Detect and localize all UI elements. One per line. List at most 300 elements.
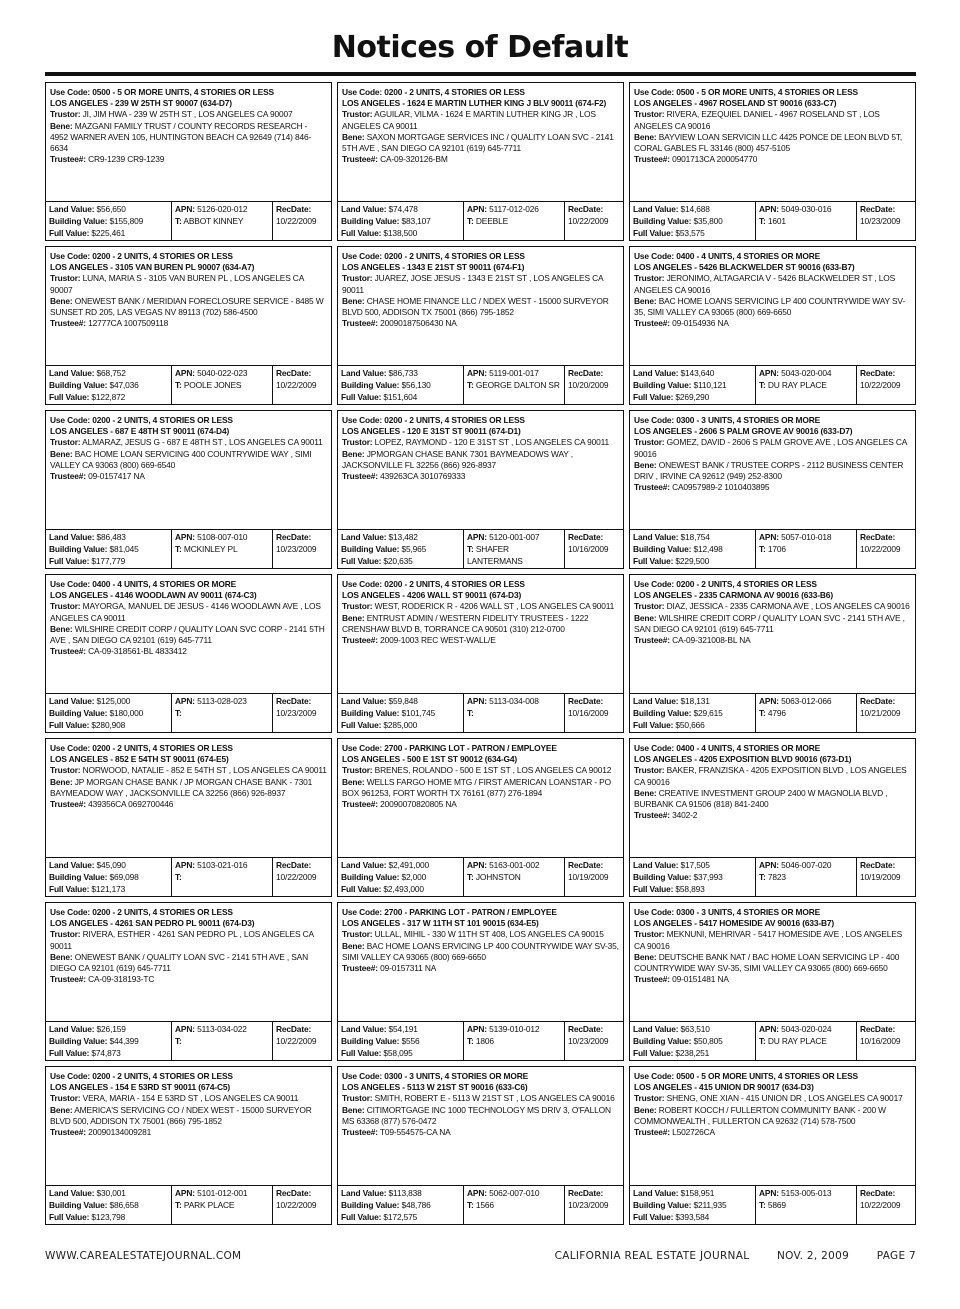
value-cell [630,858,756,896]
trustee-line [342,471,619,482]
t-line [467,379,561,391]
apn-line [759,695,853,707]
trustee-line [50,471,327,482]
land-value-line [341,203,460,215]
recdate-label: RecDate: [276,860,312,870]
value-cell [338,1186,464,1224]
value-cell [338,202,464,240]
recdate-cell [857,1022,915,1060]
trustee-line [634,154,911,165]
full-value: $50,666 [675,720,705,730]
apn-cell [756,530,857,568]
use-code: Use Code: 0200 - 2 UNITS, 4 STORIES OR LESS [342,251,525,261]
land-value-line [633,859,752,871]
trustee-value: 20090134009281 [88,1127,152,1138]
recdate-cell [565,1186,623,1224]
land-value-label: Land Value: [341,1188,387,1198]
trustor-label: Trustor: [634,1093,665,1104]
notice-body [46,739,331,859]
notice-body [630,247,915,367]
trustor-label: Trustor: [50,765,81,776]
trustor-label: Trustor: [50,437,81,448]
recdate-value: 10/22/2009 [276,380,317,390]
notice-values-row [338,365,623,404]
t-value: PARK PLACE [183,1200,235,1210]
property-address: LOS ANGELES - 2335 CARMONA AV 90016 (633-B6) [634,590,833,601]
land-value-line [49,1023,168,1035]
land-value: $2,491,000 [388,860,429,870]
trustee-value: 439356CA 0692700446 [88,799,174,810]
notice-card [337,738,624,897]
trustor-line [634,109,911,131]
t-value: 1566 [475,1200,494,1210]
notice-card [337,246,624,405]
bene-value: BAYVIEW LOAN SERVICIN LLC 4425 PONCE DE LEON BLVD 5T, CORAL GABLES FL 33146 (800) 457-5105 [634,131,903,154]
use-code: Use Code: 0400 - 4 UNITS, 4 STORIES OR MORE [634,251,821,261]
trustor-label: Trustor: [342,601,373,612]
trustee-value: 3402-2 [672,810,698,821]
recdate-label: RecDate: [276,204,312,214]
building-value-line [49,1199,168,1211]
t-line [175,871,269,883]
bene-label: Bene: [634,951,657,962]
land-value-line [49,1187,168,1199]
building-value-line [633,1199,752,1211]
recdate-label: RecDate: [860,1188,896,1198]
apn-value: 5113-034-008 [489,696,539,706]
land-value-line [633,1023,752,1035]
apn-value: 5113-034-022 [197,1024,247,1034]
notice-card [337,902,624,1061]
building-value: $12,498 [693,544,723,554]
apn-label: APN: [175,1024,195,1034]
building-value-label: Building Value: [633,216,692,226]
full-value-line [341,227,460,239]
recdate-cell [857,1186,915,1224]
bene-label: Bene: [634,459,657,470]
land-value: $18,131 [680,696,710,706]
full-value-line [49,555,168,567]
t-label: T: [467,544,474,554]
building-value-line [49,215,168,227]
use-code: Use Code: 0200 - 2 UNITS, 4 STORIES OR LESS [50,907,233,917]
land-value: $45,090 [96,860,126,870]
apn-value: 5117-012-026 [489,204,539,214]
apn-cell [464,1022,565,1060]
trustee-line [634,482,911,493]
building-value-label: Building Value: [341,380,400,390]
building-value-label: Building Value: [341,1036,400,1046]
bene-value: DEUTSCHE BANK NAT / BAC HOME LOAN SERVICING LP - 400 COUNTRYWIDE WAY SV-35, SIMI VALLEY CA 93065 (800) 669-6650 [634,951,900,974]
trustee-label: Trustee#: [342,635,378,646]
apn-line [759,859,853,871]
notice-card [45,902,332,1061]
notice-card [629,246,916,405]
trustee-line [634,974,911,985]
full-value-label: Full Value: [633,228,674,238]
notice-values-row [46,1185,331,1224]
full-value-line [341,391,460,403]
apn-line [175,531,269,543]
value-cell [630,694,756,732]
trustor-value: JUAREZ, JOSE JESUS - 1343 E 21ST ST , LOS ANGELES CA 90011 [342,273,603,295]
apn-line [175,367,269,379]
bene-value: WILSHIRE CREDIT CORP / QUALITY LOAN SVC - 2141 5TH AVE , SAN DIEGO CA 92101 (619) 645-7711 [634,612,905,634]
apn-cell [756,694,857,732]
value-cell [630,1022,756,1060]
t-value: MCKINLEY PL [183,544,238,554]
apn-label: APN: [467,1188,487,1198]
trustor-value: VERA, MARIA - 154 E 53RD ST , LOS ANGELES CA 90011 [82,1093,299,1104]
trustee-value: 2009-1003 REC WEST-WALL/E [380,635,496,646]
trustor-label: Trustor: [634,109,665,120]
bene-line [50,624,327,646]
recdate-value: 10/22/2009 [276,872,317,882]
building-value-line [633,215,752,227]
land-value-label: Land Value: [633,1024,679,1034]
trustee-line [50,799,327,810]
building-value: $83,107 [401,216,431,226]
trustee-label: Trustee#: [342,318,378,329]
t-label: T: [759,544,766,554]
t-line [759,871,853,883]
notice-card [45,738,332,897]
value-cell [630,1186,756,1224]
full-value-line [49,227,168,239]
apn-value: 5126-020-012 [197,204,248,214]
property-address: LOS ANGELES - 317 W 11TH ST 101 90015 (634-E5) [342,918,539,929]
notice-values-row [46,693,331,732]
value-cell [46,202,172,240]
trustor-value: BRENES, ROLANDO - 500 E 1ST ST , LOS ANGELES CA 90012 [374,765,612,776]
notice-card [629,574,916,733]
building-value: $44,399 [109,1036,139,1046]
full-value: $225,461 [91,228,126,238]
land-value: $14,688 [680,204,710,214]
trustor-line [634,273,911,295]
trustor-line [634,1093,911,1104]
land-value-label: Land Value: [633,368,679,378]
t-line [759,215,853,227]
full-value-line [633,1047,752,1059]
recdate-value: 10/16/2009 [860,1036,901,1046]
apn-label: APN: [759,204,779,214]
use-code: Use Code: 0400 - 4 UNITS, 4 STORIES OR MORE [50,579,237,589]
t-value: POOLE JONES [183,380,242,390]
land-value: $54,191 [388,1024,418,1034]
apn-label: APN: [467,1024,487,1034]
bene-line [50,121,327,155]
full-value: $177,779 [91,556,126,566]
notice-values-row [630,201,915,240]
use-code: Use Code: 2700 - PARKING LOT - PATRON / EMPLOYEE [342,743,557,753]
recdate-cell [857,530,915,568]
use-code: Use Code: 0200 - 2 UNITS, 4 STORIES OR LESS [342,87,525,97]
apn-value: 5049-030-016 [781,204,832,214]
bene-line [50,296,327,318]
recdate-cell [857,202,915,240]
full-value-label: Full Value: [49,720,90,730]
notice-body [46,411,331,531]
t-label: T: [175,380,182,390]
value-cell [630,530,756,568]
t-label: T: [175,1200,182,1210]
apn-label: APN: [467,204,487,214]
apn-label: APN: [175,204,195,214]
building-value-line [341,379,460,391]
apn-cell [756,366,857,404]
recdate-label: RecDate: [860,860,896,870]
bene-value: ONEWEST BANK / TRUSTEE CORPS - 2112 BUSINESS CENTER DRIV , IRVINE CA 92612 (949) 252-8300 [634,459,904,482]
trustee-label: Trustee#: [50,154,86,165]
trustor-line [634,601,911,612]
land-value-label: Land Value: [49,368,95,378]
building-value-label: Building Value: [633,708,692,718]
land-value-line [49,695,168,707]
building-value-line [341,215,460,227]
property-address: LOS ANGELES - 687 E 48TH ST 90011 (674-D4) [50,426,230,437]
notice-body [338,903,623,1023]
t-label: T: [759,872,766,882]
recdate-cell [273,1186,331,1224]
trustee-label: Trustee#: [634,635,670,646]
apn-value: 5108-007-010 [197,532,248,542]
apn-cell [756,202,857,240]
bene-value: JP MORGAN CHASE BANK / JP MORGAN CHASE BANK - 7301 BAYMEADOW WAY , JACKSONVILLE CA 32256 (866) 926-8937 [50,776,313,798]
notice-values-row [630,693,915,732]
trustee-value: CA-09-320126-BM [380,154,448,165]
building-value: $155,809 [109,216,144,226]
property-address: LOS ANGELES - 4146 WOODLAWN AV 90011 (674-C3) [50,590,257,601]
full-value-label: Full Value: [341,1212,382,1222]
page-title: Notices of Default [331,30,629,65]
value-cell [630,366,756,404]
land-value-line [633,203,752,215]
t-line [467,871,561,883]
use-code: Use Code: 0200 - 2 UNITS, 4 STORIES OR LESS [634,579,817,589]
bene-label: Bene: [50,776,73,787]
land-value-label: Land Value: [49,204,95,214]
full-value: $58,893 [675,884,705,894]
recdate-cell [565,530,623,568]
full-value: $123,798 [91,1212,126,1222]
recdate-value: 10/23/2009 [860,216,901,226]
building-value: $110,121 [693,380,727,390]
land-value-line [49,859,168,871]
trustee-label: Trustee#: [342,154,378,165]
trustor-line [342,273,619,295]
notice-card [45,82,332,241]
land-value: $18,754 [680,532,710,542]
page-footer [45,1250,916,1264]
land-value-label: Land Value: [341,696,387,706]
bene-line [634,613,911,635]
bene-line [342,613,619,635]
apn-label: APN: [175,1188,195,1198]
notice-card [629,82,916,241]
notice-body [338,575,623,695]
t-value: 5869 [767,1200,786,1210]
land-value: $86,733 [388,368,418,378]
trustee-value: CA-09-318561-BL 4833412 [88,646,187,657]
t-line [467,1035,561,1047]
land-value-line [633,367,752,379]
full-value-line [49,391,168,403]
trustee-line [634,318,911,329]
trustee-line [342,963,619,974]
notice-body [46,83,331,203]
trustee-line [342,799,619,810]
bene-label: Bene: [634,295,657,306]
full-value-label: Full Value: [633,884,674,894]
trustee-label: Trustee#: [50,471,86,482]
trustee-label: Trustee#: [342,471,378,482]
t-label: T: [467,1200,474,1210]
apn-line [467,367,561,379]
bene-label: Bene: [342,295,365,306]
apn-value: 5057-010-018 [781,532,832,542]
apn-value: 5063-012-066 [781,696,832,706]
trustee-value: 09-0151481 NA [672,974,729,985]
recdate-label: RecDate: [568,532,604,542]
land-value: $59,848 [388,696,418,706]
value-cell [338,1022,464,1060]
trustor-label: Trustor: [50,601,81,612]
building-value-line [633,871,752,883]
recdate-label: RecDate: [276,1024,312,1034]
recdate-cell [857,366,915,404]
apn-cell [172,1022,273,1060]
t-label: T: [467,708,474,718]
trustee-line [634,635,911,646]
apn-line [467,203,561,215]
footer-website[interactable]: WWW.CAREALESTATEJOURNAL.COM [45,1250,242,1262]
full-value: $121,173 [91,884,126,894]
recdate-label: RecDate: [860,696,896,706]
bene-line [50,449,327,471]
trustor-value: MEKNUNI, MEHRIVAR - 5417 HOMESIDE AVE , LOS ANGELES CA 90016 [634,929,903,951]
apn-line [467,531,561,543]
recdate-label: RecDate: [276,696,312,706]
land-value: $158,951 [680,1188,715,1198]
land-value: $68,752 [96,368,126,378]
trustor-value: ALMARAZ, JESUS G - 687 E 48TH ST , LOS ANGELES CA 90011 [82,437,323,448]
bene-value: WELLS FARGO HOME MTG / FIRST AMERICAN LOANSTAR - PO BOX 961253, FORT WORTH TX 76161 (877) 276-1894 [342,776,611,798]
trustor-value: WEST, RODERICK R - 4206 WALL ST , LOS ANGELES CA 90011 [374,601,615,612]
recdate-label: RecDate: [276,368,312,378]
apn-cell [464,530,565,568]
building-value-line [341,1199,460,1211]
apn-value: 5043-020-024 [781,1024,832,1034]
land-value-label: Land Value: [49,1024,95,1034]
recdate-cell [273,366,331,404]
recdate-cell [273,530,331,568]
full-value-line [341,555,460,567]
trustor-line [634,437,911,459]
trustor-line [50,601,327,623]
notice-body [630,1067,915,1187]
recdate-label: RecDate: [568,696,604,706]
notice-body [630,83,915,203]
full-value-line [49,1211,168,1223]
trustor-label: Trustor: [50,273,81,284]
bene-line [634,296,911,318]
land-value-label: Land Value: [49,860,95,870]
land-value: $17,505 [680,860,710,870]
apn-cell [172,858,273,896]
t-label: T: [175,872,182,882]
notice-body [46,1067,331,1187]
apn-value: 5113-028-023 [197,696,247,706]
apn-line [759,531,853,543]
notice-values-row [630,1185,915,1224]
land-value: $63,510 [680,1024,710,1034]
apn-label: APN: [175,368,195,378]
recdate-label: RecDate: [860,1024,896,1034]
apn-cell [756,858,857,896]
notice-body [630,575,915,695]
use-code: Use Code: 0200 - 2 UNITS, 4 STORIES OR LESS [50,743,233,753]
full-value-label: Full Value: [49,228,90,238]
apn-cell [464,1186,565,1224]
recdate-label: RecDate: [860,368,896,378]
building-value-line [49,379,168,391]
full-value: $138,500 [383,228,418,238]
apn-line [759,1023,853,1035]
recdate-label: RecDate: [276,532,312,542]
trustor-line [50,109,327,120]
trustee-label: Trustee#: [50,974,86,985]
t-line [175,1199,269,1211]
trustee-label: Trustee#: [634,154,670,165]
full-value-line [633,227,752,239]
trustee-value: L502726CA [672,1127,715,1138]
land-value-line [341,1023,460,1035]
building-value-label: Building Value: [49,1200,108,1210]
land-value-label: Land Value: [49,696,95,706]
t-label: T: [175,216,182,226]
recdate-label: RecDate: [568,860,604,870]
land-value: $125,000 [96,696,131,706]
trustee-label: Trustee#: [50,1127,86,1138]
apn-line [175,695,269,707]
recdate-value: 10/20/2009 [568,380,609,390]
building-value: $211,935 [693,1200,727,1210]
building-value: $47,036 [109,380,139,390]
notice-body [630,739,915,859]
building-value-label: Building Value: [49,544,108,554]
building-value-label: Building Value: [341,872,400,882]
use-code: Use Code: 0300 - 3 UNITS, 4 STORIES OR MORE [342,1071,529,1081]
trustee-value: 20090070820805 NA [380,799,457,810]
bene-label: Bene: [634,787,657,798]
trustor-value: JI, JIM HWA - 239 W 25TH ST , LOS ANGELES CA 90007 [82,109,293,120]
notice-values-row [338,201,623,240]
bene-label: Bene: [342,448,365,459]
building-value-line [49,871,168,883]
trustee-line [634,1127,911,1138]
apn-cell [172,202,273,240]
trustor-line [342,929,619,940]
apn-label: APN: [467,532,487,542]
t-label: T: [467,872,474,882]
land-value-line [341,695,460,707]
notice-card [629,410,916,569]
full-value-label: Full Value: [633,720,674,730]
full-value-line [633,719,752,731]
apn-line [759,1187,853,1199]
footer-publication: CALIFORNIA REAL ESTATE JOURNAL [554,1250,750,1262]
